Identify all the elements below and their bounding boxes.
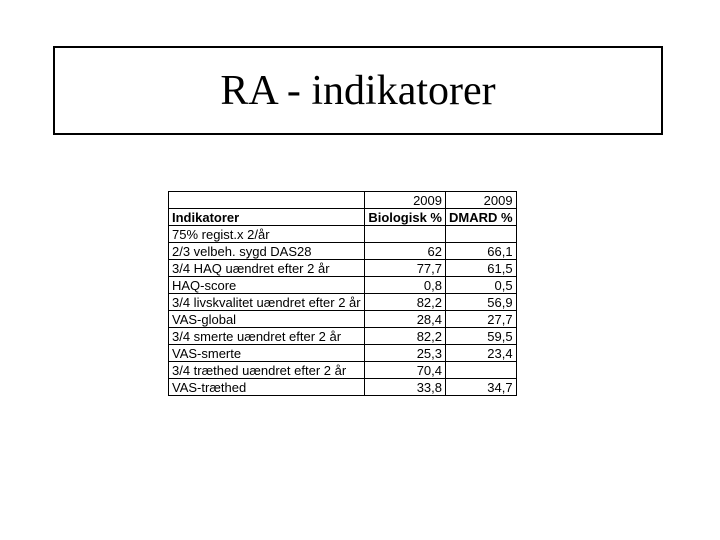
table-cell: 2009	[446, 192, 517, 209]
table-row	[169, 362, 517, 379]
table-row	[169, 243, 517, 260]
table-cell: 82,2	[365, 328, 446, 345]
table-cell: 77,7	[365, 260, 446, 277]
table-cell: 23,4	[446, 345, 517, 362]
table-row	[169, 260, 517, 277]
table-cell: 2/3 velbeh. sygd DAS28	[169, 243, 365, 260]
indicator-table	[168, 191, 517, 396]
column-header: Biologisk %	[365, 209, 446, 226]
table-cell: 33,8	[365, 379, 446, 396]
table-cell: 0,5	[446, 277, 517, 294]
table-cell: 34,7	[446, 379, 517, 396]
table-cell: 3/4 livskvalitet uændret efter 2 år	[169, 294, 365, 311]
slide-title: RA - indikatorer	[220, 67, 496, 114]
table-cell: 3/4 HAQ uændret efter 2 år	[169, 260, 365, 277]
title-box	[53, 46, 663, 135]
table-cell: 28,4	[365, 311, 446, 328]
table-cell: 59,5	[446, 328, 517, 345]
table-cell: VAS-træthed	[169, 379, 365, 396]
table-cell: 56,9	[446, 294, 517, 311]
year-row	[169, 192, 517, 209]
table-cell	[365, 226, 446, 243]
table-cell: 0,8	[365, 277, 446, 294]
table-cell: VAS-smerte	[169, 345, 365, 362]
header-row	[169, 209, 517, 226]
column-header: Indikatorer	[169, 209, 365, 226]
table-cell: VAS-global	[169, 311, 365, 328]
table-row	[169, 328, 517, 345]
table-row	[169, 294, 517, 311]
table-cell	[446, 362, 517, 379]
table-cell: 62	[365, 243, 446, 260]
column-header: DMARD %	[446, 209, 517, 226]
table-cell: 61,5	[446, 260, 517, 277]
table-cell	[446, 226, 517, 243]
table-row	[169, 277, 517, 294]
table-row	[169, 379, 517, 396]
table-cell: HAQ-score	[169, 277, 365, 294]
table-cell: 3/4 træthed uændret efter 2 år	[169, 362, 365, 379]
table-cell: 27,7	[446, 311, 517, 328]
table-cell: 66,1	[446, 243, 517, 260]
table-row	[169, 311, 517, 328]
table-cell	[169, 192, 365, 209]
table-cell: 3/4 smerte uændret efter 2 år	[169, 328, 365, 345]
table-row	[169, 345, 517, 362]
table-cell: 75% regist.x 2/år	[169, 226, 365, 243]
table-row	[169, 226, 517, 243]
table-cell: 2009	[365, 192, 446, 209]
table-cell: 82,2	[365, 294, 446, 311]
table-cell: 25,3	[365, 345, 446, 362]
table-cell: 70,4	[365, 362, 446, 379]
